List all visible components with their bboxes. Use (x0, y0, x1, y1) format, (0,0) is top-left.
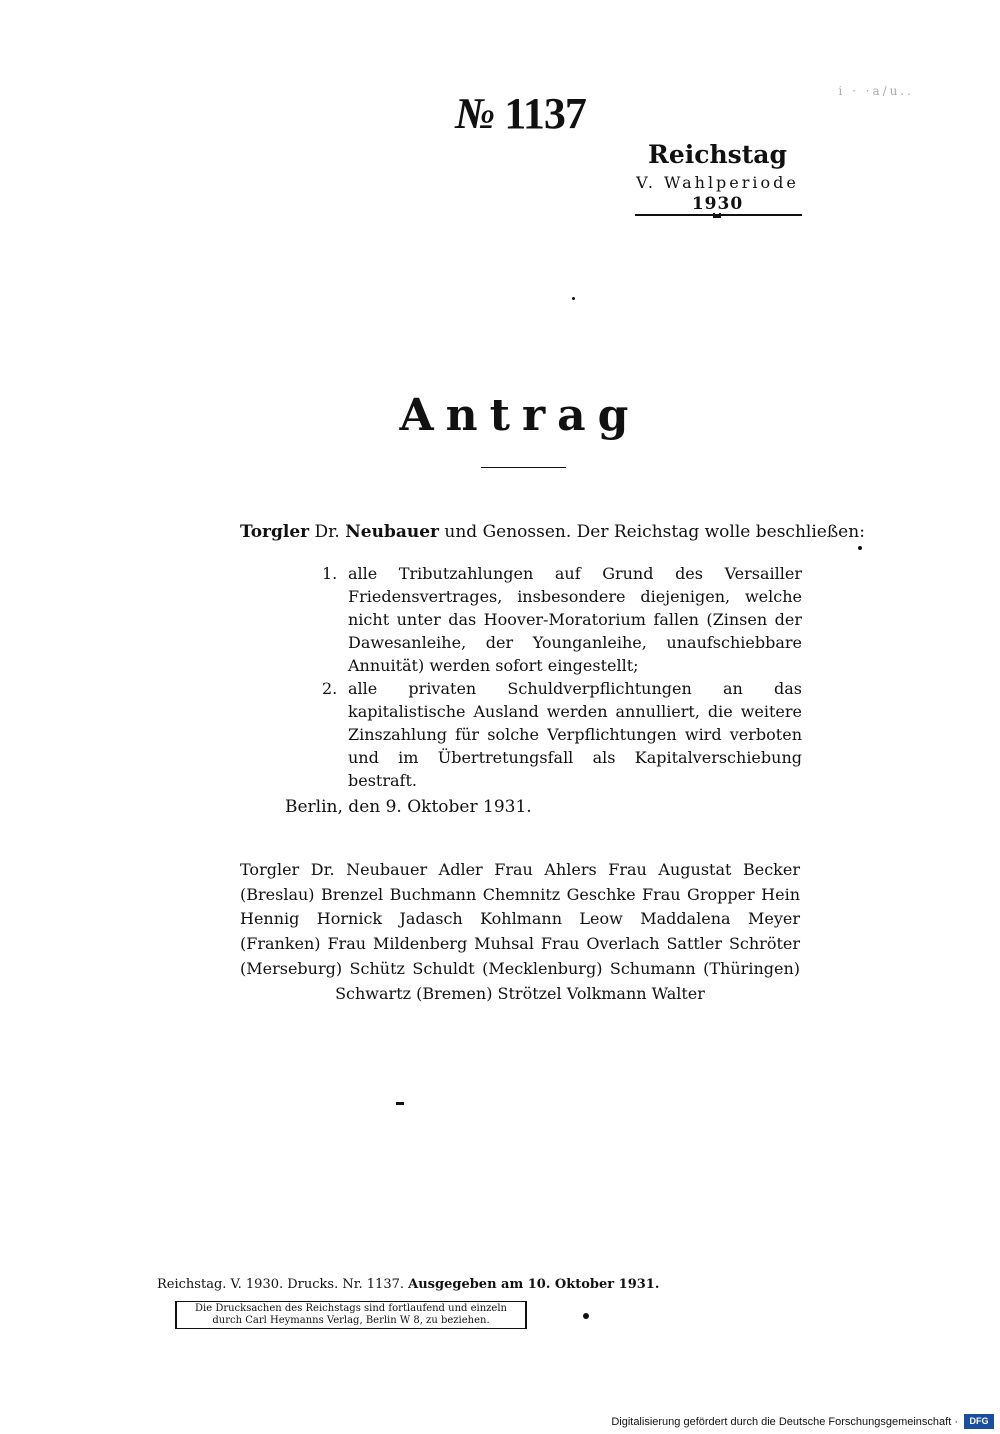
title-rule (481, 467, 566, 468)
document-number (455, 88, 586, 139)
footer-reference: Reichstag. V. 1930. Drucks. Nr. 1137. (157, 1277, 404, 1292)
intro-text: und Genossen. Der Reichstag wolle beschließen: (444, 522, 865, 542)
publisher-notice-line2: durch Carl Heymanns Verlag, Berlin W 8, zu beziehen. (212, 1315, 490, 1326)
intro-name-neubauer: Neubauer (345, 522, 439, 542)
reichstag-rule-notch (713, 213, 721, 218)
publisher-notice-line1: Die Drucksachen des Reichstags sind fortlaufend und einzeln (195, 1303, 507, 1314)
digitization-credit: Digitalisierung gefördert durch die Deutsche Forschungsgemeinschaft · (611, 1416, 958, 1428)
page-title: Antrag (399, 390, 641, 441)
motion-items (322, 562, 802, 792)
date-line: Berlin, den 9. Oktober 1931. (285, 797, 532, 817)
signatories: Torgler Dr. Neubauer Adler Frau Ahlers Frau Augustat Becker (Breslau) Brenzel Buchmann Chemnitz Geschke Frau Gropper Hein Hennig Hornick Jadasch Kohlmann Leow Maddalena Meyer (Franken) Frau Mildenberg Muhsal Frau Overlach Sattler Schröter (Merseburg) Schütz Schuldt (Mecklenburg) Schumann (Thüringen) Schwartz (Bremen) Strötzel Volkmann Walter (240, 860, 800, 1003)
election-period: V. Wahlperiode (636, 173, 799, 192)
motion-intro (240, 522, 865, 542)
faint-marginal-mark: i · ·a/u.. (838, 84, 914, 98)
intro-title: Dr. (314, 522, 340, 542)
speck-mark (396, 1102, 404, 1105)
list-item (322, 677, 802, 792)
intro-name-torgler: Torgler (240, 522, 310, 542)
reichstag-title: Reichstag (648, 140, 787, 169)
item-number: 2. (322, 679, 338, 698)
speck-mark (583, 1313, 589, 1319)
footer-issued: Ausgegeben am 10. Oktober 1931. (408, 1277, 660, 1292)
publisher-notice (175, 1301, 527, 1329)
item-text: alle Tributzahlungen auf Grund des Versailler Friedensvertrages, insbesondere diejenigen, welche nicht unter das Hoover-Moratorium fallen (Zinsen der Dawesanleihe, der Younganleihe, unaufschiebbare Annuität) werden sofort eingestellt; (348, 564, 802, 675)
speck-mark (858, 546, 862, 550)
number-sign: № (455, 89, 495, 138)
item-number: 1. (322, 564, 338, 583)
reichstag-block (630, 140, 805, 214)
document-number-value: 1137 (504, 89, 586, 138)
period-year: 1930 (691, 194, 744, 214)
speck-mark (572, 297, 575, 300)
footer-publication-line (157, 1277, 659, 1292)
item-text: alle privaten Schuldverpflichtungen an das kapitalistische Ausland werden annulliert, die weitere Zinszahlung für solche Verpflichtungen wird verboten und im Übertretungsfall als Kapitalverschiebung bestraft. (348, 679, 802, 790)
dfg-logo-icon: DFG (964, 1414, 994, 1429)
list-item (322, 562, 802, 677)
